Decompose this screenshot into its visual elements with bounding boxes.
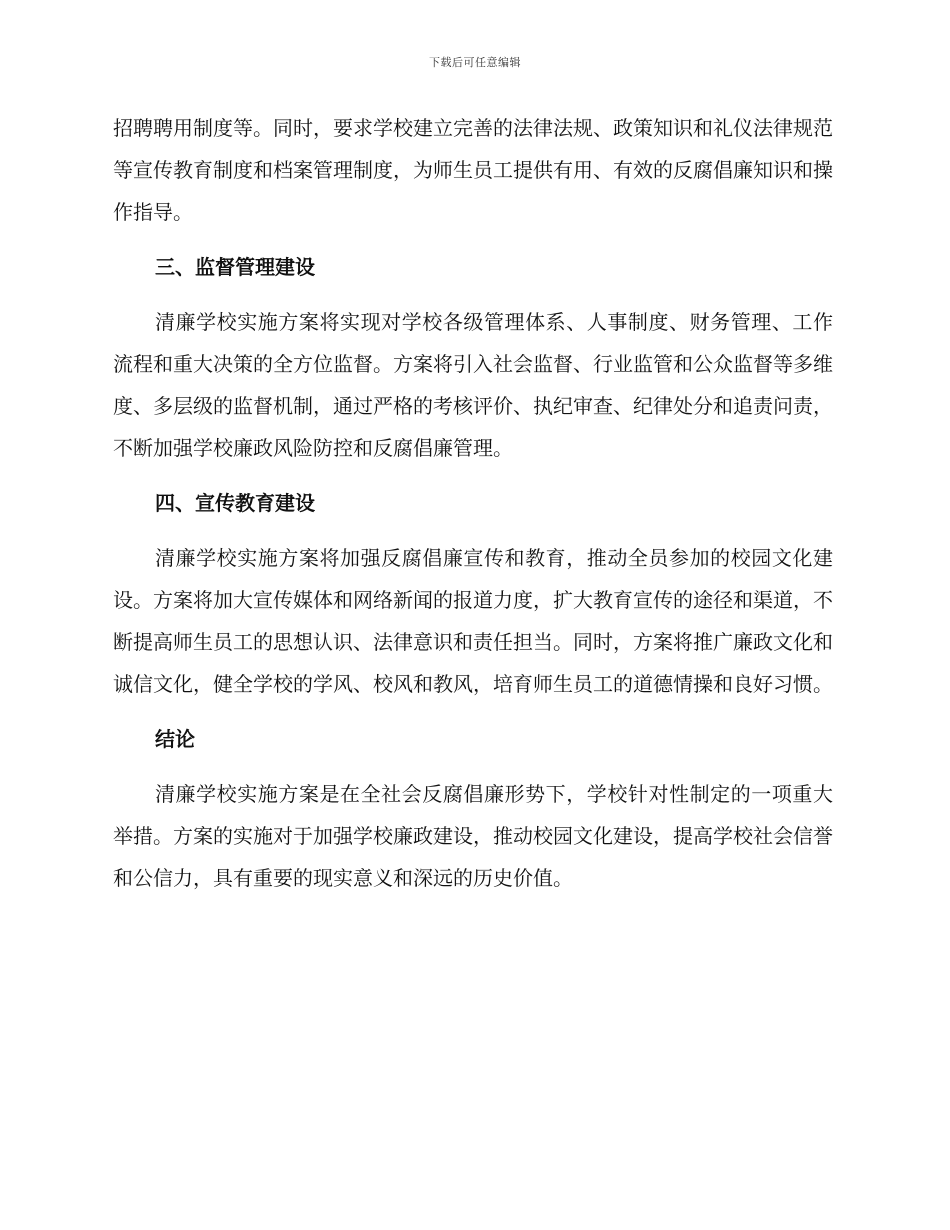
document-body: [113, 107, 833, 899]
paragraph-education: 清廉学校实施方案将加强反腐倡廉宣传和教育，推动全员参加的校园文化建设。方案将加大宣传媒体和网络新闻的报道力度，扩大教育宣传的途径和渠道，不断提高师生员工的思想认识、法律意识和责任担当。同时，方案将推广廉政文化和诚信文化，健全学校的学风、校风和教风，培育师生员工的道德情操和良好习惯。: [113, 546, 833, 696]
section-heading-education: 四、宣传教育建设: [155, 491, 315, 515]
section-heading-conclusion: 结论: [155, 727, 195, 751]
page-header: 下载后可任意编辑: [429, 56, 521, 69]
section-heading-supervision: 三、监督管理建设: [155, 255, 315, 279]
paragraph-conclusion: 清廉学校实施方案是在全社会反腐倡廉形势下，学校针对性制定的一项重大举措。方案的实施对于加强学校廉政建设，推动校园文化建设，提高学校社会信誉和公信力，具有重要的现实意义和深远的历史价值。: [113, 782, 833, 890]
paragraph-continuation: 招聘聘用制度等。同时，要求学校建立完善的法律法规、政策知识和礼仪法律规范等宣传教育制度和档案管理制度，为师生员工提供有用、有效的反腐倡廉知识和操作指导。: [113, 116, 833, 224]
paragraph-supervision: 清廉学校实施方案将实现对学校各级管理体系、人事制度、财务管理、工作流程和重大决策的全方位监督。方案将引入社会监督、行业监管和公众监督等多维度、多层级的监督机制，通过严格的考核评价、执纪审查、纪律处分和追责问责，不断加强学校廉政风险防控和反腐倡廉管理。: [113, 310, 833, 460]
